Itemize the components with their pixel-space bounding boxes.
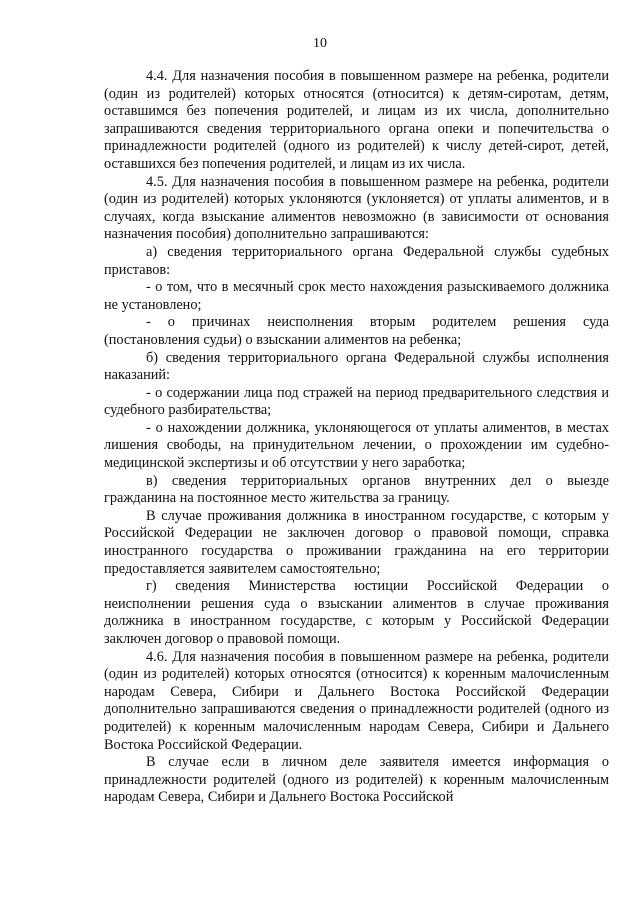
paragraph-4-6: 4.6. Для назначения пособия в повышенном размере на ребенка, родители (один из родителей) которых относятся (относится) к коренным малочисленным народам Севера, Сибири и Дальнего Востока Российской Федерации дополнительно запрашиваются сведения о принадлежности родителей (одного из родителей) к коренным малочисленным народам Севера, Сибири и Дальнего Востока Российской Федерации. bbox=[104, 648, 609, 753]
paragraph-item-b-1: - о содержании лица под стражей на период предварительного следствия и судебного разбирательства; bbox=[104, 384, 609, 419]
paragraph-item-b: б) сведения территориального органа Федеральной службы исполнения наказаний: bbox=[104, 349, 609, 384]
paragraph-4-4: 4.4. Для назначения пособия в повышенном размере на ребенка, родители (один из родителей) которых относятся (относится) к детям-сиротам, детям, оставшимся без попечения родителей, и лицам из их числа, дополнительно запрашиваются сведения территориального органа опеки и попечительства о принадлежности родителей (одного из родителей) к числу детей-сирот, детей, оставшихся без попечения родителей, и лицам из их числа. bbox=[104, 68, 609, 172]
paragraph-item-v: в) сведения территориальных органов внутренних дел о выезде гражданина на постоянное место жительства за границу. bbox=[104, 472, 609, 507]
paragraph-item-a-2: - о причинах неисполнения вторым родителем решения суда (постановления судьи) о взыскании алиментов на ребенка; bbox=[104, 314, 609, 348]
document-body bbox=[104, 68, 609, 807]
paragraph-4-5: 4.5. Для назначения пособия в повышенном размере на ребенка, родители (один из родителей) которых уклоняются (уклоняется) от уплаты алиментов, и в случаях, когда взыскание алиментов невозможно (в зависимости от основания назначения пособия) дополнительно запрашиваются: bbox=[104, 173, 609, 243]
paragraph-item-a: а) сведения территориального органа Федеральной службы судебных приставов: bbox=[104, 243, 609, 278]
paragraph-personal-file: В случае если в личном деле заявителя имеется информация о принадлежности родителей (одного из родителей) к коренным малочисленным народам Севера, Сибири и Дальнего Востока Российской bbox=[104, 754, 609, 806]
paragraph-item-b-2: - о нахождении должника, уклоняющегося от уплаты алиментов, в местах лишения свободы, на принудительном лечении, о прохождении им судебно-медицинской экспертизы и об отсутствии у него заработка; bbox=[104, 419, 609, 472]
paragraph-item-a-1: - о том, что в месячный срок место нахождения разыскиваемого должника не установлено; bbox=[104, 279, 609, 313]
paragraph-foreign-state: В случае проживания должника в иностранном государстве, с которым у Российской Федерации не заключен договор о правовой помощи, справка иностранного государства о проживании гражданина на его территории предоставляется заявителем самостоятельно; bbox=[104, 507, 609, 577]
page-number: 10 bbox=[313, 36, 327, 51]
paragraph-item-g: г) сведения Министерства юстиции Российской Федерации о неисполнении решения суда о взыскании алиментов в случае проживания должника в иностранном государстве, с которым у Российской Федерации заключен договор о правовой помощи. bbox=[104, 578, 609, 647]
